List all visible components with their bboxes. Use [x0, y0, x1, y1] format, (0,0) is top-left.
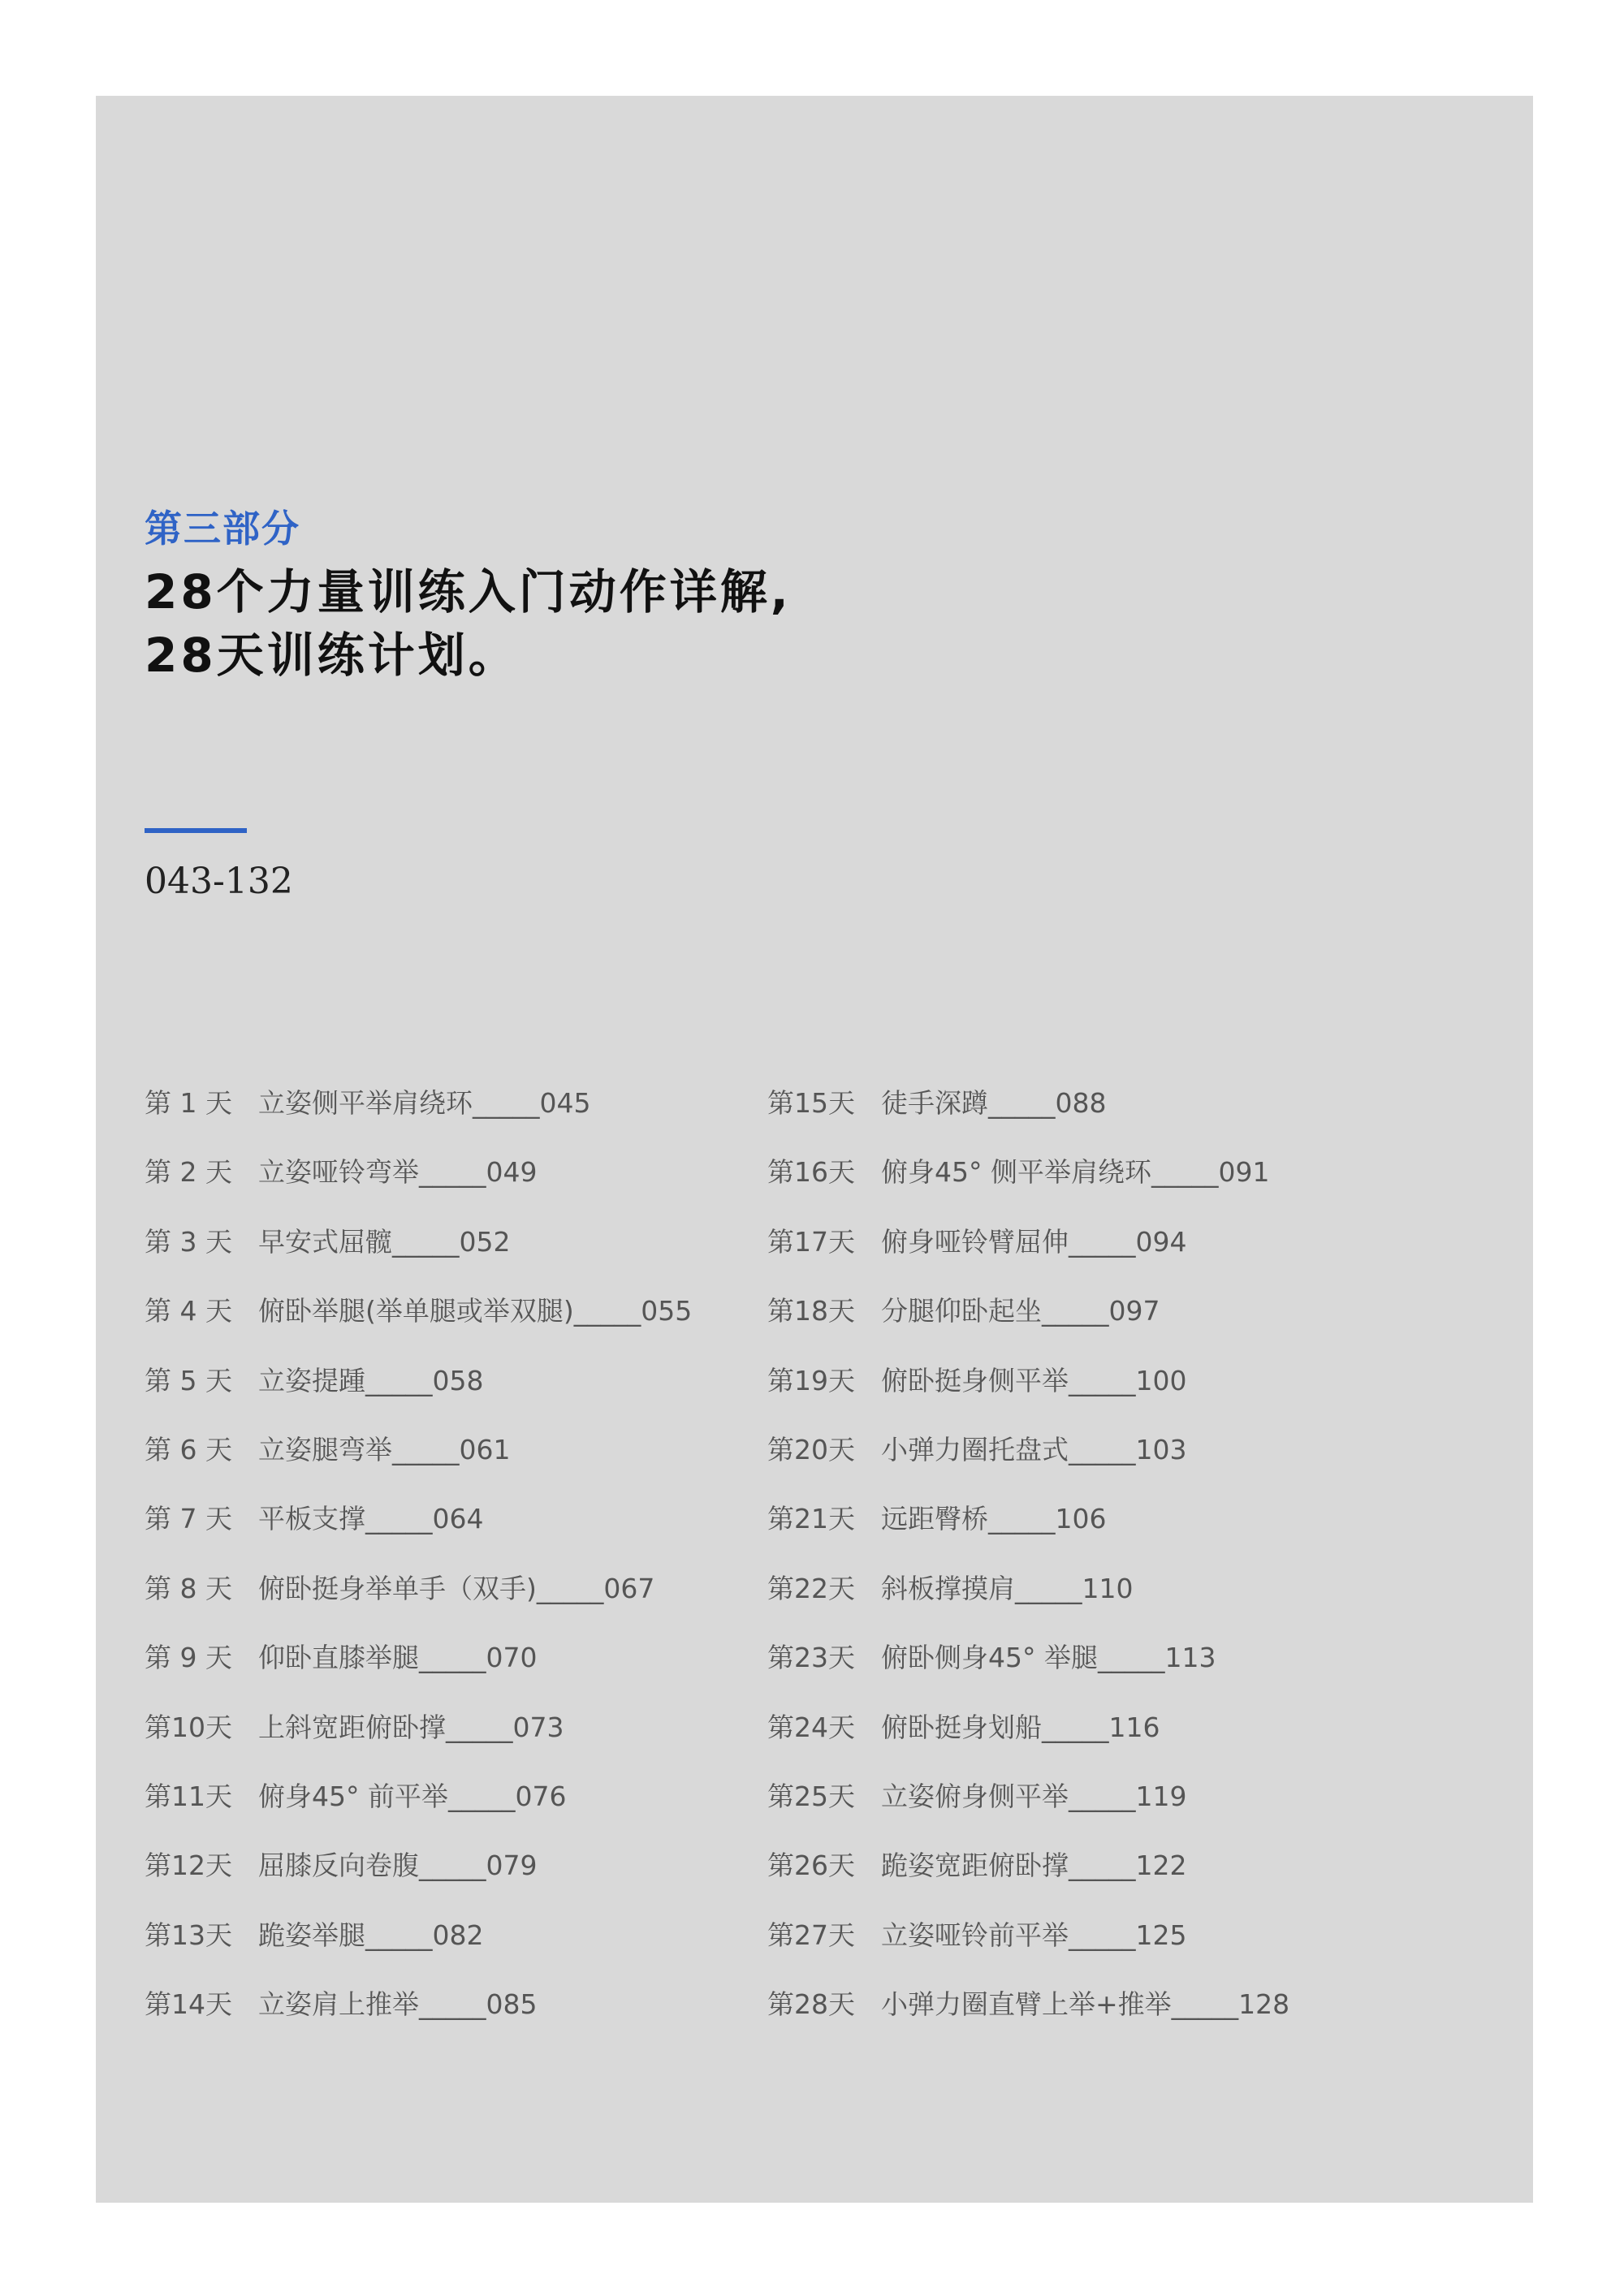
toc-day: 第 3 天: [145, 1225, 232, 1258]
toc-right-column: [767, 1082, 1466, 2052]
toc-item: [145, 1221, 843, 1290]
toc-item: [767, 1082, 1466, 1151]
toc-item: [145, 1360, 843, 1429]
toc-item: [145, 1983, 843, 2052]
toc-item: [767, 1568, 1466, 1637]
toc-day: 第28天: [767, 1988, 855, 2021]
toc-entry: 俯卧挺身划船_____116: [881, 1711, 1160, 1743]
toc-day: 第12天: [145, 1850, 232, 1882]
toc-entry: 平板支撑_____064: [258, 1503, 484, 1535]
toc-item: [767, 1983, 1466, 2052]
part-title: [145, 560, 792, 687]
toc-item: [767, 1221, 1466, 1290]
toc-day: 第20天: [767, 1433, 855, 1465]
toc-day: 第25天: [767, 1780, 855, 1812]
toc-entry: 小弹力圈直臂上举+推举_____128: [881, 1988, 1290, 2021]
toc-entry: 远距臀桥_____106: [881, 1503, 1107, 1535]
toc-day: 第27天: [767, 1919, 855, 1951]
toc-day: 第18天: [767, 1295, 855, 1327]
part-label: 第三部分: [145, 507, 300, 550]
toc-item: [145, 1290, 843, 1359]
toc-item: [145, 1498, 843, 1567]
part-title-line-1: 28个力量训练入门动作详解,: [145, 564, 792, 619]
toc-item: [145, 1151, 843, 1220]
toc-entry: 跪姿举腿_____082: [258, 1919, 484, 1951]
toc-entry: 立姿侧平举肩绕环_____045: [258, 1087, 591, 1119]
toc-day: 第16天: [767, 1156, 855, 1189]
toc-entry: 小弹力圈托盘式_____103: [881, 1433, 1187, 1465]
toc-item: [145, 1845, 843, 1914]
toc-entry: 俯卧侧身45° 举腿_____113: [881, 1642, 1216, 1674]
toc-day: 第 2 天: [145, 1156, 232, 1189]
toc-entry: 俯卧挺身侧平举_____100: [881, 1364, 1187, 1396]
toc-day: 第15天: [767, 1087, 855, 1119]
toc-day: 第24天: [767, 1711, 855, 1743]
toc-entry: 立姿腿弯举_____061: [258, 1433, 511, 1465]
toc-item: [767, 1498, 1466, 1567]
toc-day: 第 9 天: [145, 1642, 232, 1674]
toc-day: 第 1 天: [145, 1087, 232, 1119]
toc-day: 第17天: [767, 1225, 855, 1258]
toc-day: 第14天: [145, 1988, 232, 2021]
toc-item: [767, 1637, 1466, 1706]
toc-entry: 俯卧举腿(举单腿或举双腿)_____055: [258, 1295, 693, 1327]
toc-entry: 立姿提踵_____058: [258, 1364, 484, 1396]
toc-left-column: [145, 1082, 843, 2052]
toc-day: 第11天: [145, 1780, 232, 1812]
toc-item: [767, 1776, 1466, 1845]
part-title-line-2: 28天训练计划。: [145, 628, 519, 683]
toc-item: [145, 1429, 843, 1498]
toc-entry: 屈膝反向卷腹_____079: [258, 1850, 538, 1882]
toc-day: 第22天: [767, 1572, 855, 1604]
toc-day: 第21天: [767, 1503, 855, 1535]
toc-item: [145, 1707, 843, 1776]
toc-day: 第10天: [145, 1711, 232, 1743]
toc-entry: 立姿肩上推举_____085: [258, 1988, 538, 2021]
toc-item: [145, 1914, 843, 1983]
toc-entry: 分腿仰卧起坐_____097: [881, 1295, 1160, 1327]
toc-entry: 立姿哑铃前平举_____125: [881, 1919, 1187, 1951]
toc-item: [767, 1707, 1466, 1776]
toc-entry: 仰卧直膝举腿_____070: [258, 1642, 538, 1674]
toc-item: [767, 1290, 1466, 1359]
toc-day: 第 7 天: [145, 1503, 232, 1535]
toc-day: 第23天: [767, 1642, 855, 1674]
toc-item: [767, 1429, 1466, 1498]
accent-divider: [145, 828, 247, 833]
toc-day: 第 6 天: [145, 1433, 232, 1465]
toc-item: [767, 1151, 1466, 1220]
toc-item: [145, 1637, 843, 1706]
toc-entry: 徒手深蹲_____088: [881, 1087, 1107, 1119]
toc-entry: 上斜宽距俯卧撑_____073: [258, 1711, 564, 1743]
toc-entry: 立姿俯身侧平举_____119: [881, 1780, 1187, 1812]
toc-day: 第 5 天: [145, 1364, 232, 1396]
toc-day: 第 4 天: [145, 1295, 232, 1327]
toc-day: 第26天: [767, 1850, 855, 1882]
toc-day: 第13天: [145, 1919, 232, 1951]
toc-day: 第 8 天: [145, 1572, 232, 1604]
toc-entry: 立姿哑铃弯举_____049: [258, 1156, 538, 1189]
toc-item: [145, 1568, 843, 1637]
toc-entry: 俯身45° 前平举_____076: [258, 1780, 567, 1812]
toc-entry: 俯身哑铃臂屈伸_____094: [881, 1225, 1187, 1258]
toc-entry: 俯身45° 侧平举肩绕环_____091: [881, 1156, 1270, 1189]
toc-day: 第19天: [767, 1364, 855, 1396]
toc-item: [145, 1776, 843, 1845]
toc-entry: 斜板撑摸肩_____110: [881, 1572, 1134, 1604]
toc-entry: 俯卧挺身举单手（双手)_____067: [258, 1572, 655, 1604]
toc-item: [145, 1082, 843, 1151]
toc-item: [767, 1360, 1466, 1429]
page-range: 043-132: [145, 861, 293, 902]
toc-item: [767, 1845, 1466, 1914]
toc-entry: 早安式屈髋_____052: [258, 1225, 511, 1258]
toc-item: [767, 1914, 1466, 1983]
toc-entry: 跪姿宽距俯卧撑_____122: [881, 1850, 1187, 1882]
